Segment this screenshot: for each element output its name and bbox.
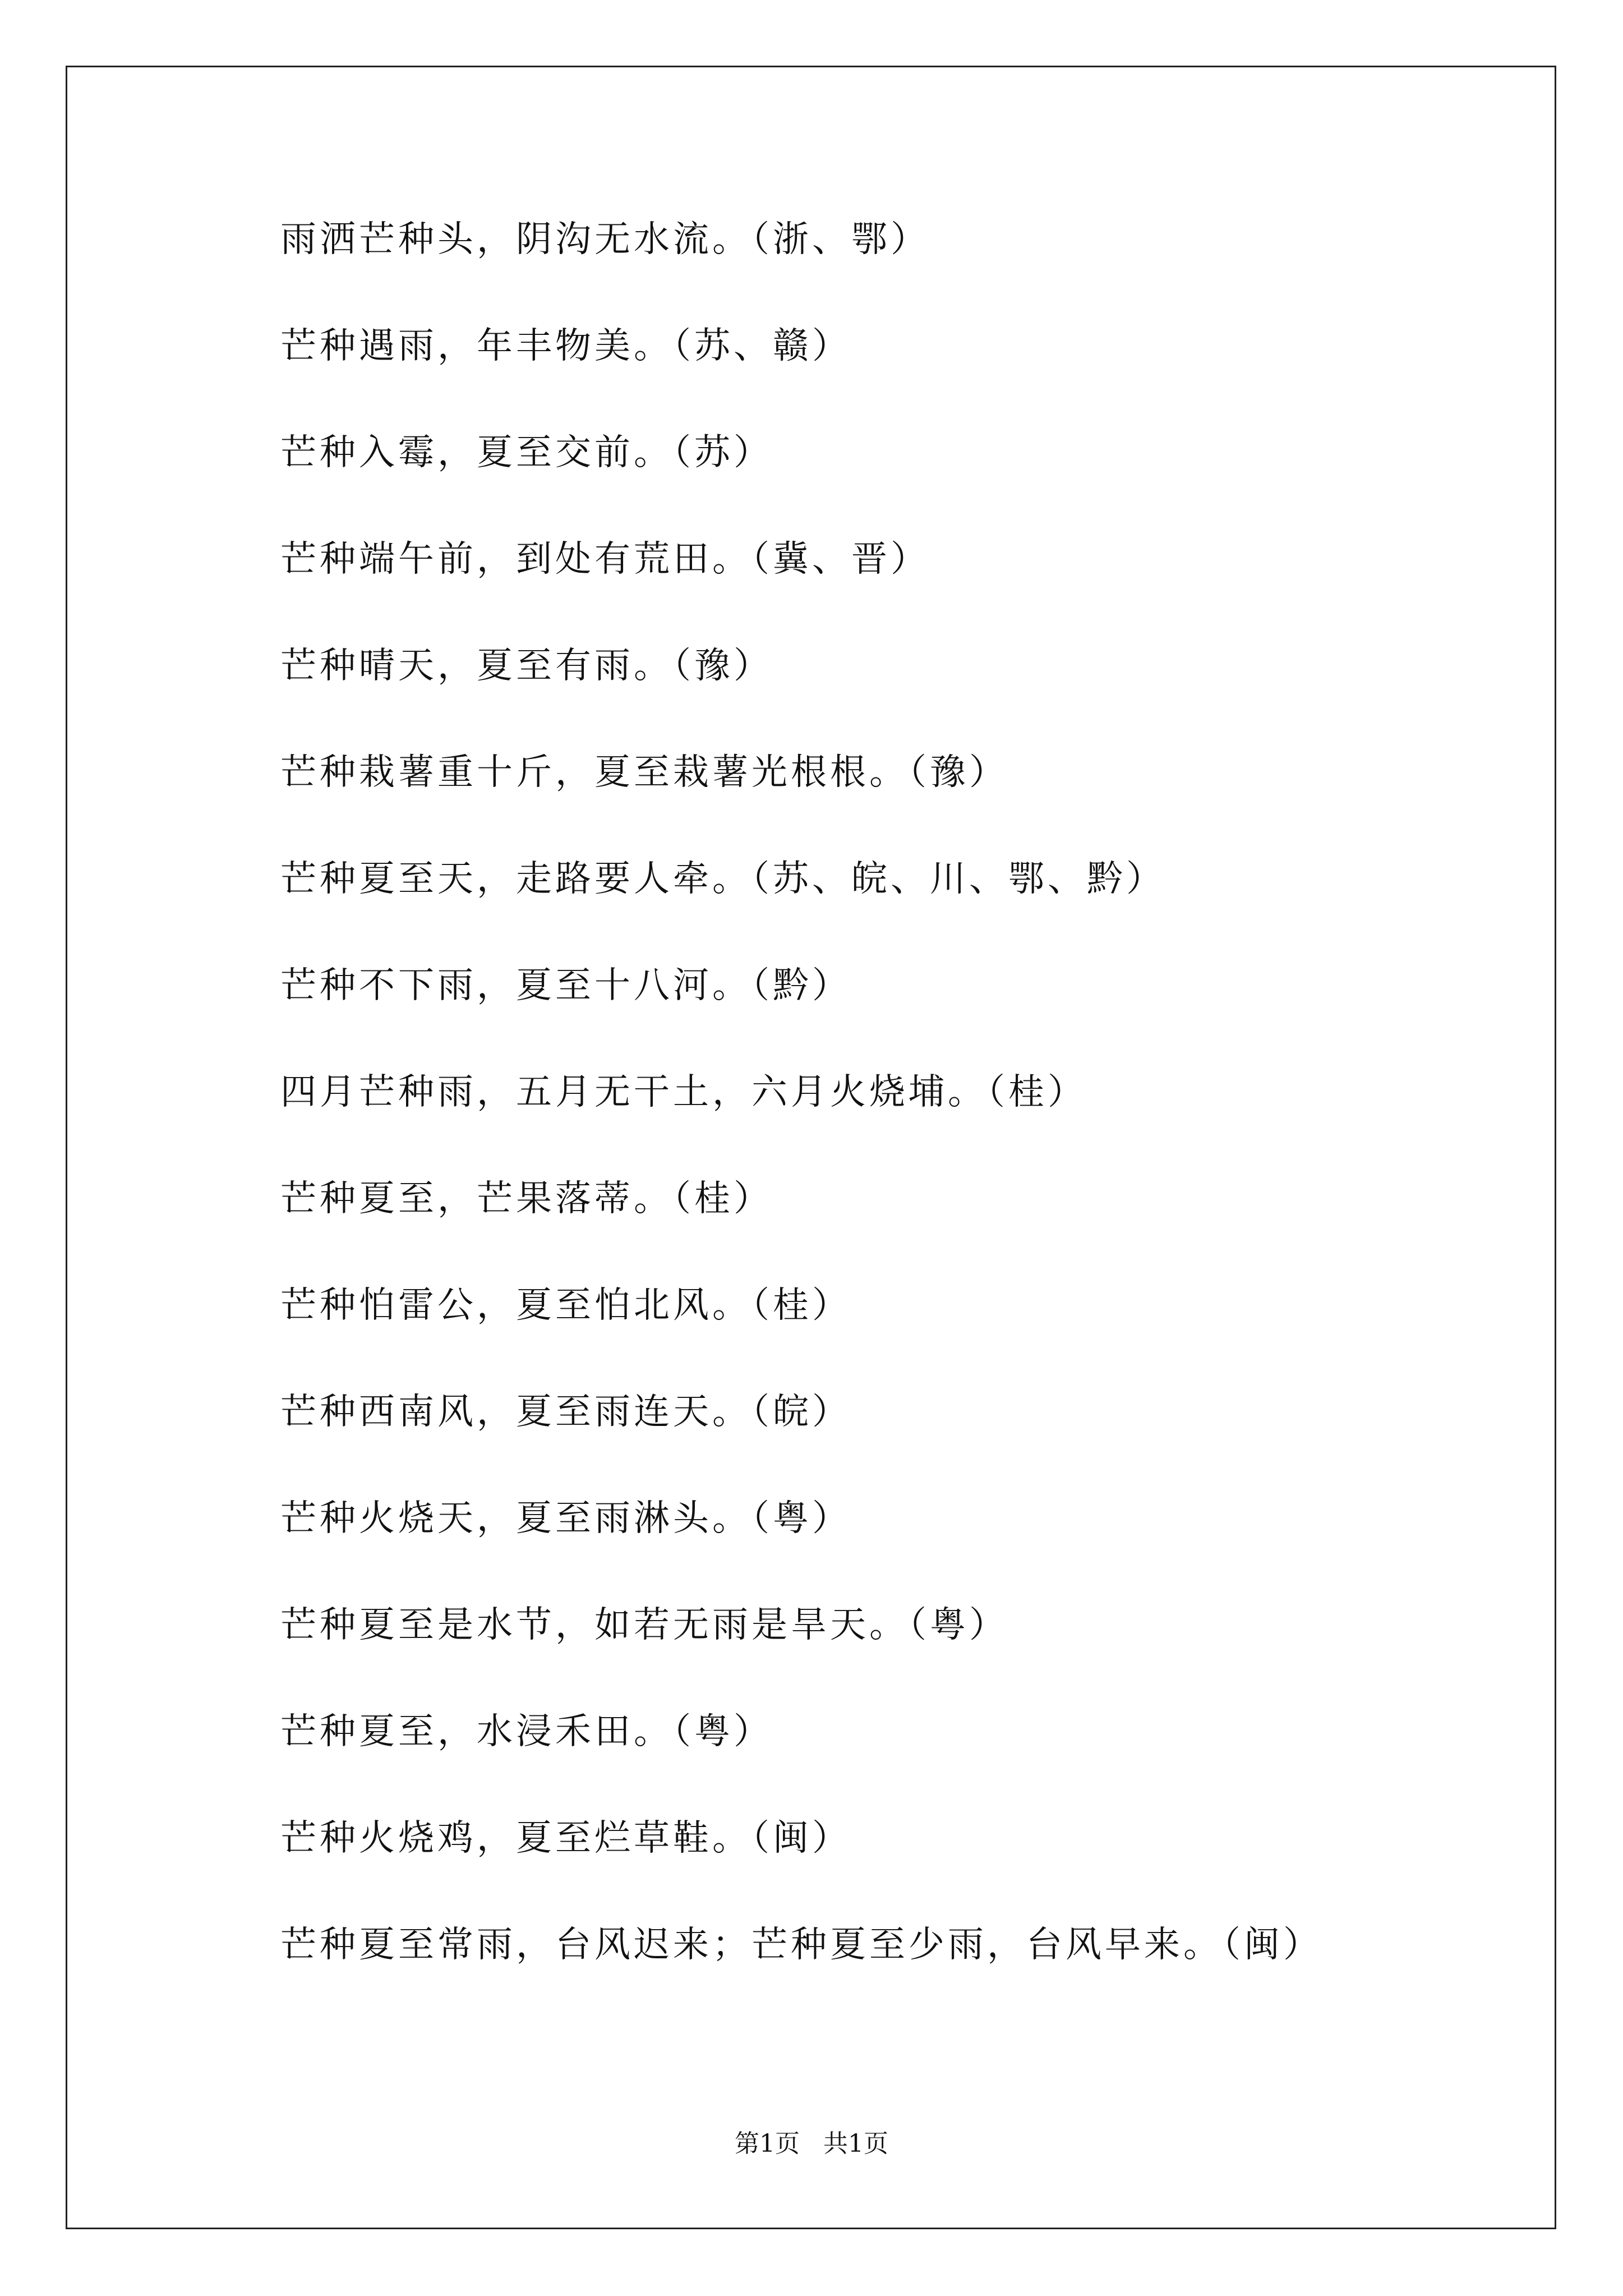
proverb-line: 芒种怕雷公，夏至怕北风。（桂）	[280, 1285, 851, 1326]
proverb-line: 芒种端午前，到处有荒田。（冀、晋）	[280, 539, 930, 580]
proverb-line: 芒种夏至，芒果落蒂。（桂）	[280, 1178, 773, 1220]
proverb-line: 芒种夏至常雨，台风迟来；芒种夏至少雨，台风早来。（闽）	[280, 1924, 1322, 1966]
proverb-line: 芒种栽薯重十斤，夏至栽薯光根根。（豫）	[280, 752, 1008, 793]
proverb-line: 芒种夏至天，走路要人牵。（苏、皖、川、鄂、黔）	[280, 858, 1165, 900]
proverb-line: 四月芒种雨，五月无干土，六月火烧埔。（桂）	[280, 1071, 1087, 1113]
page-number-footer: 第1页 共1页	[735, 2129, 888, 2158]
proverb-line: 芒种火烧鸡，夏至烂草鞋。（闽）	[280, 1818, 851, 1859]
proverb-line: 芒种夏至，水浸禾田。（粤）	[280, 1711, 773, 1752]
proverb-line: 芒种火烧天，夏至雨淋头。（粤）	[280, 1498, 851, 1539]
proverb-line: 芒种西南风，夏至雨连天。（皖）	[280, 1391, 851, 1433]
proverb-line: 芒种晴天，夏至有雨。（豫）	[280, 645, 773, 687]
proverb-line: 芒种入霉，夏至交前。（苏）	[280, 432, 773, 473]
proverb-line: 芒种遇雨，年丰物美。（苏、赣）	[280, 325, 851, 367]
proverb-line: 芒种夏至是水节，如若无雨是旱天。（粤）	[280, 1604, 1008, 1646]
proverb-line: 雨洒芒种头，阴沟无水流。（浙、鄂）	[280, 219, 930, 260]
proverb-line: 芒种不下雨，夏至十八河。（黔）	[280, 965, 851, 1006]
proverb-list	[280, 219, 1322, 2033]
